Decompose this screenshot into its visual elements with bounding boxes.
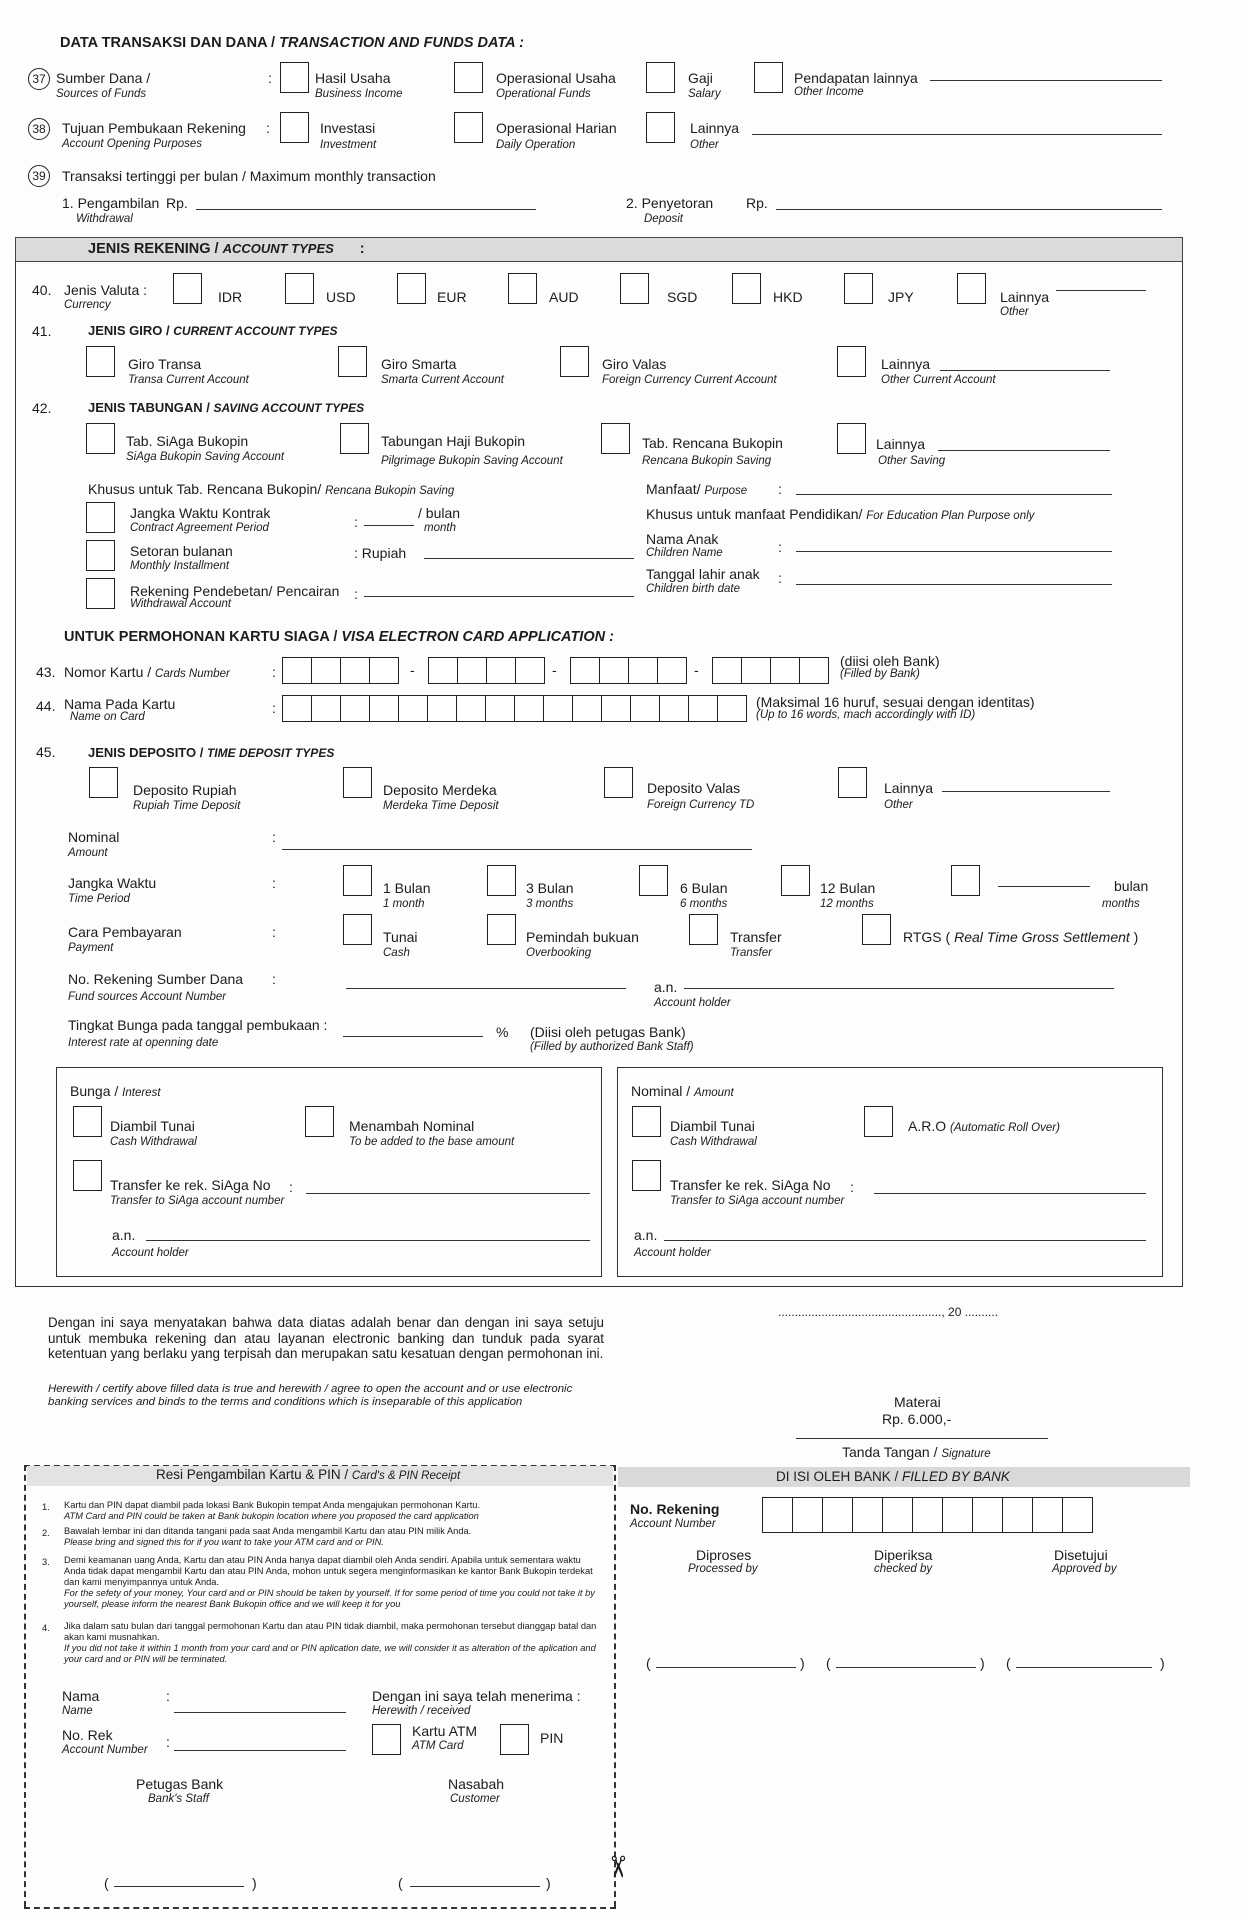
option-sub: Foreign Currency Current Account: [602, 374, 777, 386]
interest-rate-sub: Interest rate at openning date: [68, 1037, 219, 1049]
deposit-valas-checkbox[interactable]: [604, 767, 633, 798]
receipt-name-sub: Name: [62, 1705, 93, 1717]
tab-rencana-checkbox[interactable]: [601, 423, 630, 454]
period-label: 12 Bulan: [820, 880, 876, 896]
period-sub: 12 months: [820, 898, 874, 910]
option-sub: Other Income: [794, 86, 864, 98]
tab-haji-checkbox[interactable]: [340, 423, 369, 454]
giro-other-checkbox[interactable]: [837, 346, 866, 377]
received-atm-checkbox[interactable]: [372, 1724, 401, 1755]
currency-label: IDR: [218, 289, 243, 305]
child-name-sub: Children Name: [646, 547, 723, 559]
period-other-field[interactable]: [998, 886, 1090, 887]
checked-signature-field[interactable]: [836, 1667, 976, 1668]
option-sub: Merdeka Time Deposit: [383, 800, 499, 812]
payment-option-label: Transfer: [730, 929, 782, 945]
payment-option-label: Pemindah bukuan: [526, 929, 639, 945]
atm-card-label: Kartu ATM: [412, 1723, 478, 1739]
currency-label: JPY: [888, 289, 914, 305]
card-name-sub: Name on Card: [70, 711, 145, 723]
pin-label: PIN: [540, 1730, 564, 1746]
payment-option-sub: Cash: [383, 947, 410, 959]
processed-sub: Processed by: [688, 1563, 758, 1575]
currency-eur-checkbox[interactable]: [397, 273, 426, 304]
contract-period-sub: Contract Agreement Period: [130, 522, 269, 534]
option-label: Tab. SiAga Bukopin: [126, 433, 249, 449]
interest-siaga-field[interactable]: [306, 1193, 590, 1194]
receipt-note-1: Kartu dan PIN dapat diambil pada lokasi Bank Bukopin tempat Anda mengajukan permohonan Kartu. ATM Card and PIN could be taken at Bank bukopin location where you proposed the card application: [64, 1500, 481, 1521]
scissors-icon: ✂: [600, 1854, 634, 1880]
option-label: Operasional Harian: [496, 120, 617, 136]
interest-an-sub: Account holder: [112, 1247, 189, 1259]
interest-option-sub: Cash Withdrawal: [110, 1136, 197, 1148]
amount-siaga-field[interactable]: [874, 1193, 1146, 1194]
checked-sub: checked by: [874, 1563, 933, 1575]
nominal-label: Nominal: [68, 829, 120, 845]
rp-label: Rp.: [166, 195, 188, 211]
withdrawal-account-field[interactable]: [364, 596, 634, 597]
contract-period-checkbox[interactable]: [86, 502, 115, 533]
option-sub: Other Saving: [878, 455, 946, 467]
source-business-income-checkbox[interactable]: [280, 62, 309, 93]
currency-idr-checkbox[interactable]: [173, 273, 202, 304]
card-number-label: Nomor Kartu / Cards Number: [64, 664, 230, 680]
payment-option-label: Tunai: [383, 929, 418, 945]
amount-holder-field[interactable]: [664, 1240, 1146, 1241]
option-sub: Other: [690, 139, 719, 151]
note-number: 1.: [42, 1502, 50, 1512]
purpose-other-checkbox[interactable]: [646, 112, 675, 143]
child-birth-field[interactable]: [796, 584, 1112, 585]
staff-sub: Bank's Staff: [148, 1793, 210, 1805]
card-name-label: Nama Pada Kartu: [64, 696, 176, 712]
option-sub: Business Income: [315, 88, 403, 100]
customer-label: Nasabah: [448, 1776, 505, 1792]
q38-label: Tujuan Pembukaan Rekening: [62, 120, 246, 136]
currency-other-field[interactable]: [1056, 290, 1146, 291]
interest-cash-checkbox[interactable]: [73, 1106, 102, 1137]
currency-other-checkbox[interactable]: [957, 273, 986, 304]
withdrawal-field[interactable]: [196, 209, 536, 210]
receipt-note-2: Bawalah lembar ini dan ditanda tangani pada saat Anda mengambil Kartu dan atau PIN milik Anda. Please bring and signed this for if you want to take your ATM card and or PIN.: [64, 1526, 472, 1547]
q37-number: 37: [28, 68, 50, 90]
option-label: Operasional Usaha: [496, 70, 616, 86]
giro-valas-checkbox[interactable]: [560, 346, 589, 377]
receipt-account-sub: Account Number: [62, 1744, 148, 1756]
receipt-note-3: Demi keamanan uang Anda, Kartu dan atau PIN Anda hanya dapat diambil oleh Anda sendiri. Apabila untuk sementara waktu Anda tidak dapat mengambil Kartu dan atau PIN Anda, mohon untuk segera menginformasikan ke kantor Bank Bukopin terdekat dan kami menyimpannya untuk Anda. For the sefety of your money, Your card and or PIN should be taken by yourself. If for some period of time you could not take it by yourself, please inform the nearest Bank Bukopin office and we will keep it for you: [64, 1555, 595, 1609]
amount-cash-checkbox[interactable]: [632, 1106, 661, 1137]
interest-transfer-checkbox[interactable]: [73, 1160, 102, 1191]
withdrawal-account-sub: Withdrawal Account: [130, 598, 232, 610]
currency-label: USD: [326, 289, 356, 305]
bulan-label: bulan: [1114, 878, 1149, 894]
deposit-other-checkbox[interactable]: [838, 767, 867, 798]
currency-jpy-checkbox[interactable]: [844, 273, 873, 304]
option-label: Deposito Valas: [647, 780, 741, 796]
child-birth-label: Tanggal lahir anak: [646, 566, 760, 582]
signature-label: Tanda Tangan / Signature: [842, 1444, 991, 1460]
account-holder-field[interactable]: [684, 988, 1114, 989]
q37-sub: Sources of Funds: [56, 88, 147, 100]
receipt-account-field[interactable]: [174, 1750, 346, 1751]
q38-number: 38: [28, 118, 50, 140]
deposit-field[interactable]: [776, 209, 1162, 210]
period-label: 1 Bulan: [383, 880, 431, 896]
approved-signature-field[interactable]: [1016, 1667, 1152, 1668]
option-label: Giro Valas: [602, 356, 667, 372]
receipt-name-field[interactable]: [174, 1712, 346, 1713]
option-label: Lainnya: [884, 780, 934, 796]
period-other-checkbox[interactable]: [951, 865, 980, 896]
section-title: DATA TRANSAKSI DAN DANA / TRANSACTION AND FUNDS DATA :: [60, 35, 524, 51]
rupiah-label: : Rupiah: [354, 545, 407, 561]
note-number: 4.: [42, 1623, 50, 1633]
purpose-daily-checkbox[interactable]: [454, 112, 483, 143]
option-label: Lainnya: [690, 120, 740, 136]
contract-period-field[interactable]: [364, 525, 414, 526]
option-sub: Other Current Account: [881, 374, 996, 386]
option-label: Tab. Rencana Bukopin: [642, 435, 783, 451]
received-pin-checkbox[interactable]: [500, 1724, 529, 1755]
q38-sub: Account Opening Purposes: [62, 138, 203, 150]
tab-other-field[interactable]: [938, 450, 1110, 451]
card-number-group-4[interactable]: [712, 657, 829, 684]
nominal-sub: Amount: [68, 847, 108, 859]
amount-option-label: Transfer ke rek. SiAga No: [670, 1177, 831, 1193]
card-number-group-1[interactable]: [282, 657, 399, 684]
interest-holder-field[interactable]: [146, 1240, 590, 1241]
nominal-field[interactable]: [282, 849, 752, 850]
currency-other-sub: Other: [1000, 306, 1029, 318]
other-income-field[interactable]: [930, 80, 1162, 81]
filled-by-staff-sub: (Filled by authorized Bank Staff): [530, 1041, 694, 1053]
card-name-boxes[interactable]: [282, 695, 747, 722]
interest-option-sub: To be added to the base amount: [349, 1136, 515, 1148]
receipt-name-label: Nama: [62, 1688, 100, 1704]
deposit-rupiah-checkbox[interactable]: [89, 767, 118, 798]
amount-an-sub: Account holder: [634, 1247, 711, 1259]
source-salary-checkbox[interactable]: [646, 62, 675, 93]
interest-rate-label: Tingkat Bunga pada tanggal pembukaan :: [68, 1017, 328, 1033]
card-number-group-3[interactable]: [570, 657, 687, 684]
option-sub: Other: [884, 799, 913, 811]
period-label: 3 Bulan: [526, 880, 574, 896]
manfaat-field[interactable]: [796, 494, 1112, 495]
stamp-label: Materai: [894, 1394, 941, 1410]
currency-usd-checkbox[interactable]: [285, 273, 314, 304]
amount-an-label: a.n.: [634, 1227, 658, 1243]
cut-line-left: [24, 1465, 26, 1907]
months-sub: months: [1102, 898, 1140, 910]
giro-other-field[interactable]: [940, 370, 1110, 371]
payment-label: Cara Pembayaran: [68, 924, 182, 940]
interest-add-checkbox[interactable]: [305, 1106, 334, 1137]
currency-other-label: Lainnya: [1000, 289, 1050, 305]
deposit-other-field[interactable]: [942, 791, 1110, 792]
option-label: Giro Smarta: [381, 356, 457, 372]
option-label: Gaji: [688, 70, 713, 86]
account-types-title: JENIS REKENING / ACCOUNT TYPES :: [88, 241, 365, 257]
period-label: 6 Bulan: [680, 880, 728, 896]
amount-transfer-checkbox[interactable]: [632, 1160, 661, 1191]
option-label: Tabungan Haji Bukopin: [381, 433, 525, 449]
cut-line-bottom: [24, 1907, 616, 1909]
bank-title: DI ISI OLEH BANK / FILLED BY BANK: [776, 1469, 1010, 1484]
deposit-label: 2. Penyetoran: [626, 195, 714, 211]
card-name-note: (Maksimal 16 huruf, sesuai dengan identitas): [756, 694, 1035, 710]
q45-number: 45.: [36, 744, 56, 760]
currency-aud-checkbox[interactable]: [508, 273, 537, 304]
received-sub: Herewith / received: [372, 1705, 471, 1717]
an-label: a.n.: [654, 979, 678, 995]
option-sub: Foreign Currency TD: [647, 799, 755, 811]
declaration-text-en: Herewith / certify above filled data is true and herewith / agree to open the account and or use electronic banking services and binds to the terms and conditions which is inseparable of this application: [48, 1383, 573, 1408]
option-sub: Transa Current Account: [128, 374, 249, 386]
approved-label: Disetujui: [1054, 1547, 1108, 1563]
card-number-group-2[interactable]: [428, 657, 545, 684]
receipt-note-4: Jika dalam satu bulan dari tanggal permohonan Kartu dan atau PIN tidak diambil, maka permohonan tersebut dianggap batal dan akan kami musnahkan. If you did not take it within 1 month from your card and or PIN aplication date, we will consider it as alteration of the aplication and your card and or PIN will be terminated.: [64, 1621, 597, 1664]
receipt-title: Resi Pengambilan Kartu & PIN / Card's & PIN Receipt: [156, 1467, 461, 1482]
currency-label: HKD: [773, 289, 803, 305]
currency-label: AUD: [549, 289, 579, 305]
q42-title: JENIS TABUNGAN / SAVING ACCOUNT TYPES: [88, 400, 365, 415]
currency-hkd-checkbox[interactable]: [732, 273, 761, 304]
contract-period-label: Jangka Waktu Kontrak: [130, 505, 271, 521]
option-label: Lainnya: [881, 356, 931, 372]
option-label: Deposito Rupiah: [133, 782, 237, 798]
processed-signature-field[interactable]: [656, 1667, 796, 1668]
source-account-field[interactable]: [346, 988, 626, 989]
source-account-label: No. Rekening Sumber Dana: [68, 971, 244, 987]
deposit-merdeka-checkbox[interactable]: [343, 767, 372, 798]
month-sub: month: [424, 522, 456, 534]
payment-transfer-checkbox[interactable]: [689, 914, 718, 945]
payment-cash-checkbox[interactable]: [343, 914, 372, 945]
other-purpose-field[interactable]: [752, 134, 1162, 135]
q40-label: Jenis Valuta :: [64, 282, 148, 298]
deposit-sub: Deposit: [644, 213, 683, 225]
withdrawal-account-label: Rekening Pendebetan/ Pencairan: [130, 583, 340, 599]
option-sub: Pilgrimage Bukopin Saving Account: [381, 455, 563, 467]
staff-signature-field[interactable]: [114, 1886, 244, 1887]
staff-label: Petugas Bank: [136, 1776, 224, 1792]
option-sub: Smarta Current Account: [381, 374, 504, 386]
approved-sub: Approved by: [1052, 1563, 1117, 1575]
amount-aro-label: A.R.O (Automatic Roll Over): [908, 1118, 1060, 1134]
interest-option-label: Transfer ke rek. SiAga No: [110, 1177, 271, 1193]
option-sub: Rupiah Time Deposit: [133, 800, 241, 812]
giro-transa-checkbox[interactable]: [86, 346, 115, 377]
q41-title: JENIS GIRO / CURRENT ACCOUNT TYPES: [88, 323, 338, 338]
tab-other-checkbox[interactable]: [837, 423, 866, 454]
option-sub: Salary: [688, 88, 721, 100]
amount-option-label: Diambil Tunai: [670, 1118, 755, 1134]
currency-label: EUR: [437, 289, 467, 305]
cut-line-right: [614, 1465, 616, 1907]
period-sub: 3 months: [526, 898, 574, 910]
q45-title: JENIS DEPOSITO / TIME DEPOSIT TYPES: [88, 745, 335, 760]
q44-number: 44.: [36, 698, 56, 714]
option-label: Pendapatan lainnya: [794, 70, 918, 86]
card-title: UNTUK PERMOHONAN KARTU SIAGA / VISA ELECTRON CARD APPLICATION :: [64, 629, 614, 645]
date-field[interactable]: ................................................., 20 ..........: [778, 1305, 999, 1319]
period-sub: Time Period: [68, 893, 130, 905]
option-label: Lainnya: [876, 436, 926, 452]
option-sub: SiAga Bukopin Saving Account: [126, 451, 285, 463]
note-number: 2.: [42, 1528, 50, 1538]
child-name-field[interactable]: [796, 551, 1112, 552]
rp-label: Rp.: [746, 195, 768, 211]
stamp-amount: Rp. 6.000,-: [882, 1411, 952, 1427]
withdrawal-sub: Withdrawal: [76, 213, 133, 225]
period-1m-checkbox[interactable]: [343, 865, 372, 896]
q41-number: 41.: [32, 323, 52, 339]
bank-account-sub: Account Number: [630, 1518, 716, 1530]
processed-label: Diproses: [696, 1547, 752, 1563]
installment-field[interactable]: [424, 558, 634, 559]
filled-by-bank-note: (diisi oleh Bank): [840, 653, 940, 669]
option-label: Giro Transa: [128, 356, 202, 372]
atm-card-sub: ATM Card: [412, 1740, 464, 1752]
period-3m-checkbox[interactable]: [487, 865, 516, 896]
currency-sgd-checkbox[interactable]: [620, 273, 649, 304]
received-label: Dengan ini saya telah menerima :: [372, 1688, 581, 1704]
interest-option-label: Menambah Nominal: [349, 1118, 475, 1134]
q40-sub: Currency: [64, 299, 111, 311]
rtgs-label: RTGS ( Real Time Gross Settlement ): [903, 929, 1139, 945]
q40-number: 40.: [32, 282, 52, 298]
q39-number: 39: [28, 165, 50, 187]
child-name-label: Nama Anak: [646, 531, 719, 547]
option-label: Hasil Usaha: [315, 70, 391, 86]
bulan-label: / bulan: [418, 505, 461, 521]
option-sub: Operational Funds: [496, 88, 591, 100]
percent-sign: %: [496, 1024, 509, 1040]
interest-option-sub: Transfer to SiAga account number: [110, 1195, 285, 1207]
khusus-label: Khusus untuk Tab. Rencana Bukopin/ Rencana Bukopin Saving: [88, 481, 455, 497]
payment-option-sub: Transfer: [730, 947, 772, 959]
q42-number: 42.: [32, 400, 52, 416]
checked-label: Diperiksa: [874, 1547, 933, 1563]
child-birth-sub: Children birth date: [646, 583, 740, 595]
signature-line[interactable]: [796, 1438, 1048, 1439]
pendidikan-label: Khusus untuk manfaat Pendidikan/ For Education Plan Purpose only: [646, 506, 1035, 522]
amount-option-sub: Cash Withdrawal: [670, 1136, 757, 1148]
currency-label: SGD: [667, 289, 698, 305]
tab-siaga-checkbox[interactable]: [86, 423, 115, 454]
period-sub: 1 month: [383, 898, 425, 910]
card-name-note-sub: (Up to 16 words, mach accordingly with ID): [756, 709, 976, 721]
payment-rtgs-checkbox[interactable]: [862, 914, 891, 945]
bank-account-label: No. Rekening: [630, 1501, 720, 1517]
filled-by-staff-note: (Diisi oleh petugas Bank): [530, 1024, 686, 1040]
an-sub: Account holder: [654, 997, 731, 1009]
q43-number: 43.: [36, 664, 56, 680]
period-12m-checkbox[interactable]: [781, 865, 810, 896]
withdrawal-account-checkbox[interactable]: [86, 578, 115, 609]
amount-option-sub: Transfer to SiAga account number: [670, 1195, 845, 1207]
payment-overbooking-checkbox[interactable]: [487, 914, 516, 945]
period-sub: 6 months: [680, 898, 728, 910]
option-sub: Investment: [320, 139, 377, 151]
option-label: Investasi: [320, 120, 376, 136]
amount-title: Nominal / Amount: [631, 1083, 734, 1099]
payment-option-sub: Overbooking: [526, 947, 592, 959]
amount-aro-checkbox[interactable]: [864, 1106, 893, 1137]
giro-smarta-checkbox[interactable]: [338, 346, 367, 377]
interest-rate-field[interactable]: [343, 1036, 483, 1037]
source-account-sub: Fund sources Account Number: [68, 991, 227, 1003]
receipt-account-label: No. Rek: [62, 1727, 113, 1743]
option-sub: Daily Operation: [496, 139, 576, 151]
q37-label: Sumber Dana /: [56, 70, 151, 86]
q39-label: Transaksi tertinggi per bulan / Maximum monthly transaction: [62, 168, 436, 184]
period-label: Jangka Waktu: [68, 875, 157, 891]
source-operational-checkbox[interactable]: [454, 62, 483, 93]
filled-by-bank-sub: (Filled by Bank): [840, 668, 920, 680]
bank-account-boxes[interactable]: [762, 1497, 1093, 1533]
payment-sub: Payment: [68, 942, 114, 954]
manfaat-label: Manfaat/ Purpose: [646, 481, 748, 497]
source-other-checkbox[interactable]: [754, 62, 783, 93]
interest-title: Bunga / Interest: [70, 1083, 161, 1099]
withdrawal-label: 1. Pengambilan: [62, 195, 160, 211]
purpose-investment-checkbox[interactable]: [280, 112, 309, 143]
declaration-text: Dengan ini saya menyatakan bahwa data diatas adalah benar dan dengan ini saya setuju untuk membuka rekening dan atau layanan electronic banking dan tunduk pada syarat ketentuan yang berlaku yang terpisah dan merupakan satu kesatuan dengan permohonan ini.: [48, 1315, 604, 1361]
customer-signature-field[interactable]: [410, 1886, 540, 1887]
note-number: 3.: [42, 1557, 50, 1567]
interest-option-label: Diambil Tunai: [110, 1118, 195, 1134]
option-label: Deposito Merdeka: [383, 782, 497, 798]
customer-sub: Customer: [450, 1793, 500, 1805]
installment-label: Setoran bulanan: [130, 543, 233, 559]
installment-sub: Monthly Installment: [130, 560, 230, 572]
interest-an-label: a.n.: [112, 1227, 136, 1243]
period-6m-checkbox[interactable]: [639, 865, 668, 896]
monthly-installment-checkbox[interactable]: [86, 540, 115, 571]
option-sub: Rencana Bukopin Saving: [642, 455, 772, 467]
